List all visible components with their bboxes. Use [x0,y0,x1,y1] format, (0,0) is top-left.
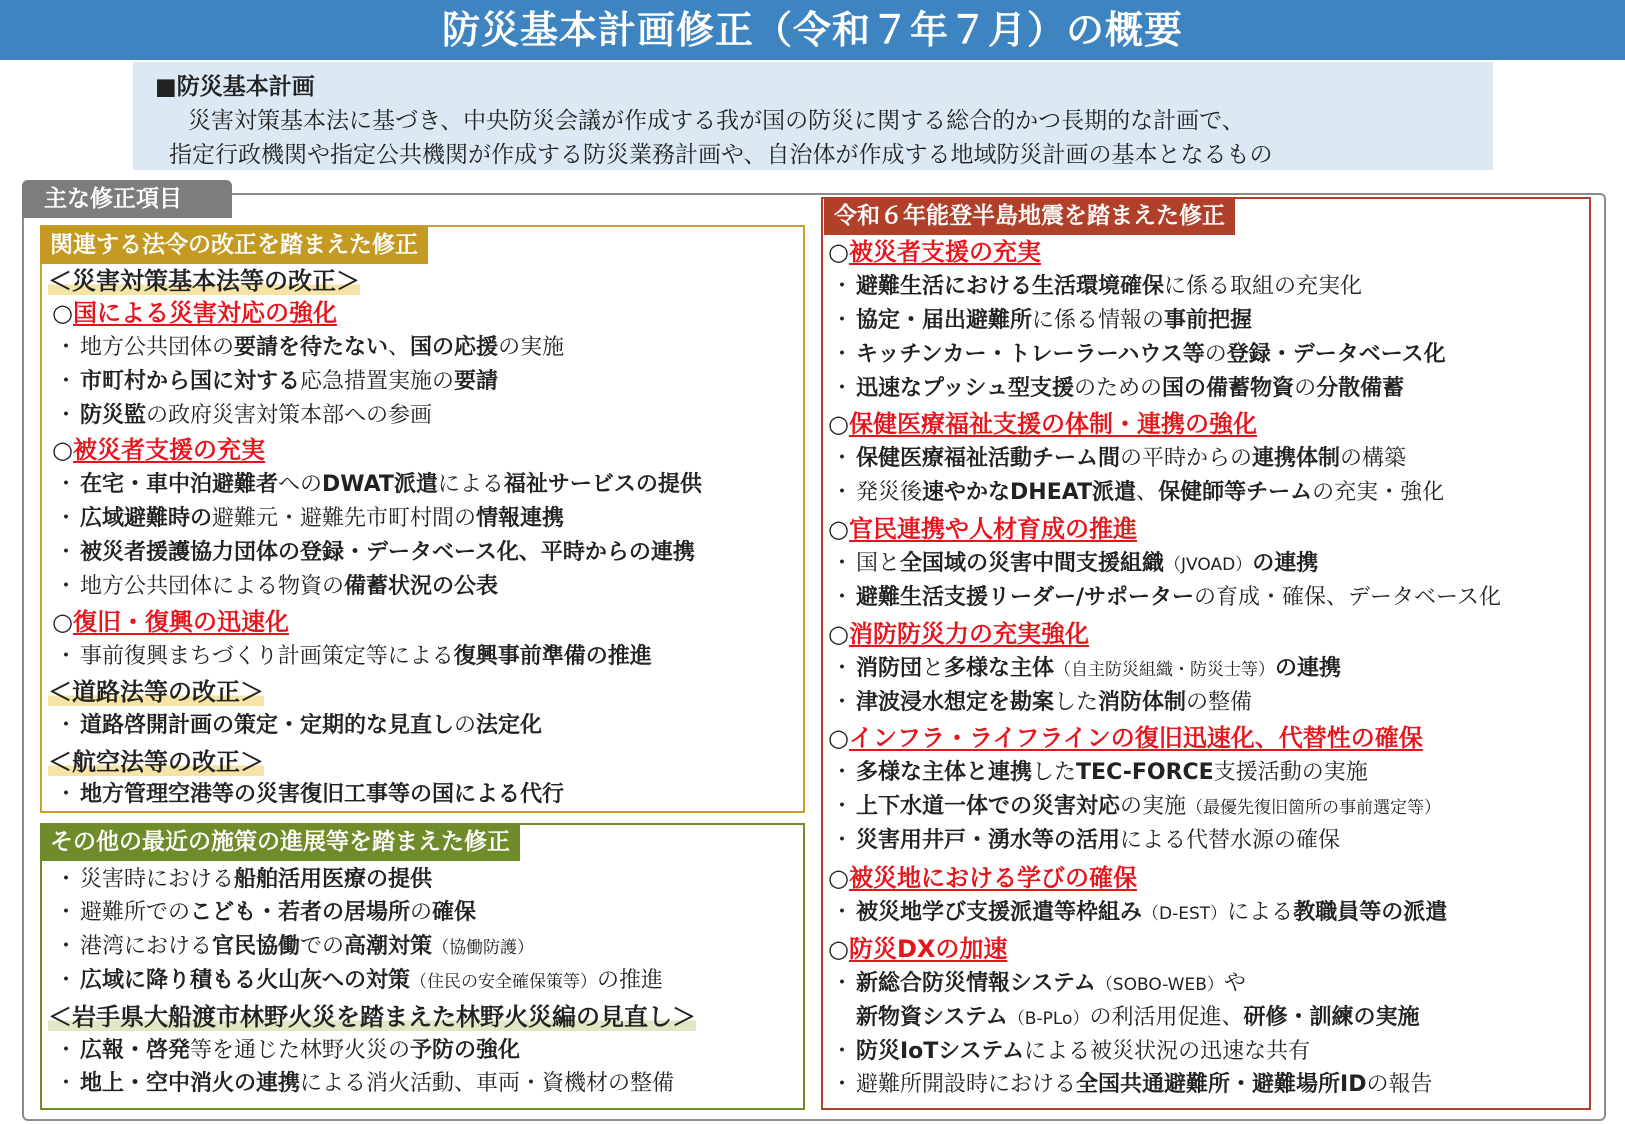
page-title: 防災基本計画修正（令和７年７月）の概要 [0,0,1625,60]
list-item: ・ 防災監の政府災害対策本部への参画 [54,403,433,428]
section-heading: ○官民連携や人材育成の推進 [828,515,1137,543]
recent-measures-header: その他の最近の施策の進展等を踏まえた修正 [40,823,520,861]
list-item: ・ 広域に降り積もる火山灰への対策（住民の安全確保策等）の推進 [54,968,664,993]
list-item: ・ 津波浸水想定を勘案した消防体制の整備 [830,690,1253,715]
list-item: ・ 避難所開設時における全国共通避難所・避難場所IDの報告 [830,1072,1433,1097]
list-item: ・ 上下水道一体での災害対応の実施（最優先復旧箇所の事前選定等） [830,794,1442,819]
list-item: ・ 広報・啓発等を通じた林野火災の予防の強化 [54,1038,521,1063]
intro-text-line-2: 指定行政機関や指定公共機関が作成する防災業務計画や、自治体が作成する地域防災計画の基本となるもの [169,142,1273,168]
law-heading-aviation-act: ＜航空法等の改正＞ [48,748,264,776]
list-item: ・ 迅速なプッシュ型支援のための国の備蓄物資の分散備蓄 [830,376,1405,401]
intro-text-line-1: 災害対策基本法に基づき、中央防災会議が作成する我が国の防災に関する総合的かつ長期的な計画で、 [188,108,1245,134]
law-heading-forest-fire: ＜岩手県大船渡市林野火災を踏まえた林野火災編の見直し＞ [48,1003,696,1031]
law-heading-disaster-act: ＜災害対策基本法等の改正＞ [48,267,360,295]
intro-box [133,62,1493,170]
section-heading: ○防災DXの加速 [828,935,1008,963]
list-item: ・ 地方公共団体の要請を待たない、国の応援の実施 [54,335,565,360]
list-item-continuation: 新物資システム（B-PLo）の利活用促進、研修・訓練の実施 [856,1005,1420,1030]
list-item: ・ 事前復興まちづくり計画策定等による復興事前準備の推進 [54,644,652,669]
list-item: ・ 発災後速やかなDHEAT派遣、保健師等チームの充実・強化 [830,480,1445,505]
list-item: ・ 消防団と多様な主体（自主防災組織・防災士等）の連携 [830,656,1342,681]
law-revision-header: 関連する法令の改正を踏まえた修正 [40,226,428,264]
list-item: ・ 協定・届出避難所に係る情報の事前把握 [830,308,1253,333]
section-heading: ○消防防災力の充実強化 [828,620,1089,648]
section-heading: ○被災者支援の充実 [52,436,265,464]
law-heading-road-act: ＜道路法等の改正＞ [48,678,264,706]
list-item: ・ 市町村から国に対する応急措置実施の要請 [54,369,499,394]
list-item: ・ 地上・空中消火の連携による消火活動、車両・資機材の整備 [54,1071,675,1096]
list-item: ・ キッチンカー・トレーラーハウス等の登録・データベース化 [830,342,1446,367]
section-heading: ○復旧・復興の迅速化 [52,608,289,636]
intro-heading: ■防災基本計画 [155,74,315,100]
main-items-tab: 主な修正項目 [22,180,232,218]
list-item: ・ 災害用井戸・湧水等の活用による代替水源の確保 [830,828,1341,853]
list-item: ・ 広域避難時の避難元・避難先市町村間の情報連携 [54,506,565,531]
list-item: ・ 新総合防災情報システム（SOBO-WEB）や [830,971,1246,996]
section-heading: ○被災者支援の充実 [828,238,1041,266]
list-item: ・ 避難所でのこども・若者の居場所の確保 [54,900,477,925]
section-heading: ○保健医療福祉支援の体制・連携の強化 [828,410,1257,438]
list-item: ・ 保健医療福祉活動チーム間の平時からの連携体制の構築 [830,446,1407,471]
list-item: ・ 防災IoTシステムによる被災状況の迅速な共有 [830,1039,1311,1064]
noto-earthquake-header: 令和６年能登半島地震を踏まえた修正 [824,197,1235,235]
list-item: ・ 被災地学び支援派遣等枠組み（D-EST）による教職員等の派遣 [830,900,1448,925]
list-item: ・ 避難生活における生活環境確保に係る取組の充実化 [830,274,1363,299]
list-item: ・ 港湾における官民協働での高潮対策（協働防護） [54,934,535,959]
list-item: ・ 在宅・車中泊避難者へのDWAT派遣による福祉サービスの提供 [54,472,702,497]
list-item: ・ 多様な主体と連携したTEC-FORCE支援活動の実施 [830,760,1368,785]
list-item: ・ 国と全国域の災害中間支援組織（JVOAD）の連携 [830,551,1319,576]
list-item: ・ 道路啓開計画の策定・定期的な見直しの法定化 [54,713,543,738]
section-heading: ○被災地における学びの確保 [828,864,1137,892]
section-heading: ○国による災害対応の強化 [52,299,337,327]
list-item: ・ 避難生活支援リーダー/サポーターの育成・確保、データベース化 [830,585,1501,610]
list-item: ・ 災害時における船舶活用医療の提供 [54,867,433,892]
list-item: ・ 被災者援護協力団体の登録・データベース化、平時からの連携 [54,540,695,565]
list-item: ・ 地方管理空港等の災害復旧工事等の国による代行 [54,782,565,807]
section-heading: ○インフラ・ライフラインの復旧迅速化、代替性の確保 [828,724,1423,752]
list-item: ・ 地方公共団体による物資の備蓄状況の公表 [54,574,499,599]
